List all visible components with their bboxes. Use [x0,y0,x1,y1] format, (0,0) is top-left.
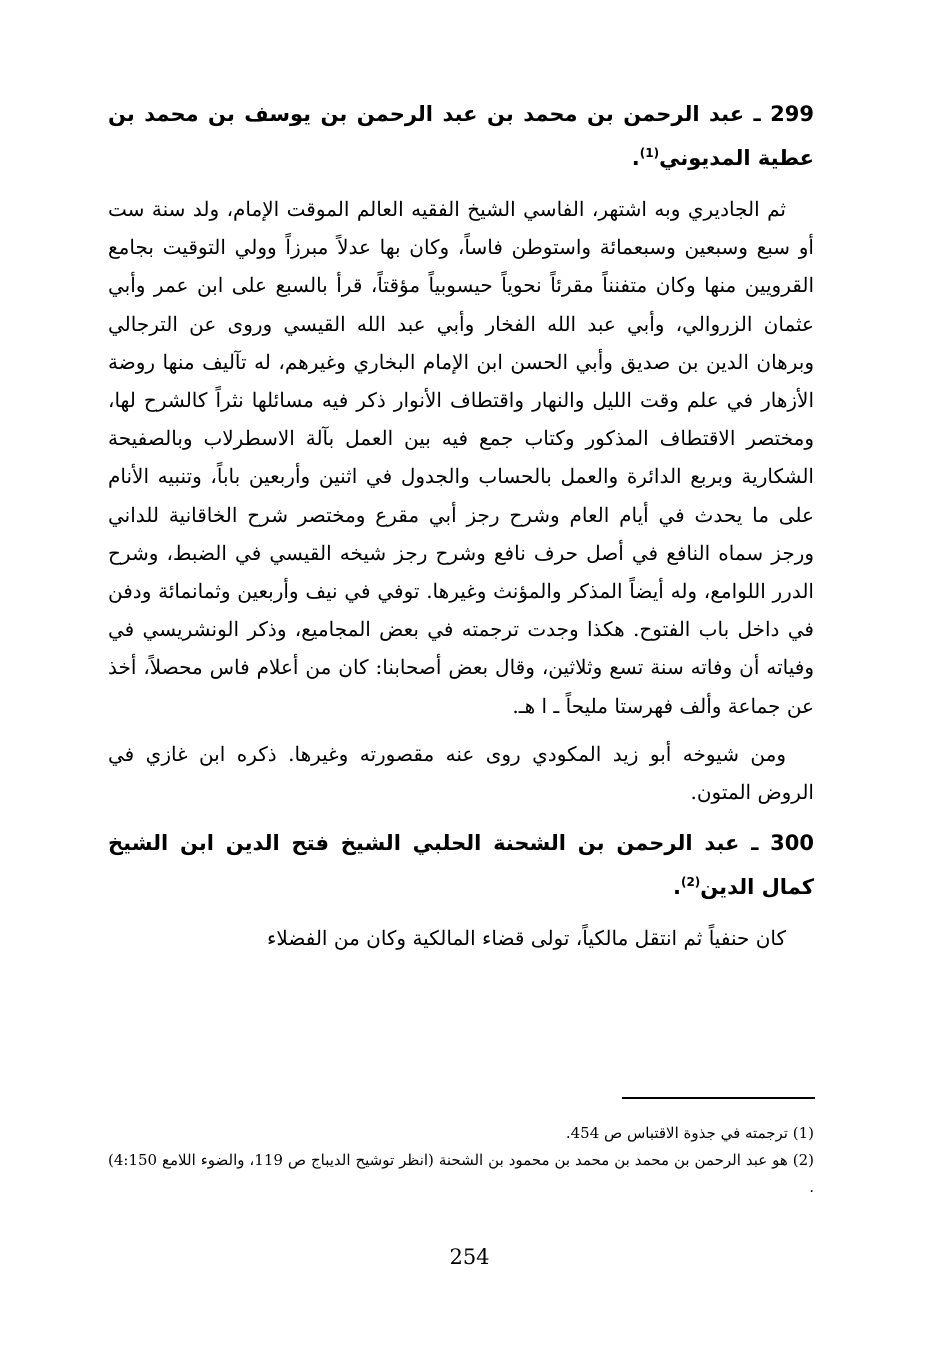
footnote-1: (1) ترجمته في جذوة الاقتباس ص 454. [565,1124,814,1142]
page-number: 254 [449,1245,490,1269]
entry-heading-text: 300 ـ عبد الرحمن بن الشحنة الحلبي الشيخ فتح الدين ابن الشيخ كمال الدين [108,831,814,900]
entry-299-paragraph-1: ثم الجاديري وبه اشتهر، الفاسي الشيخ الفقيه العالم الموقت الإمام، ولد سنة ست أو سبع وسبعين وسبعمائة واستوطن فاساً، وكان بها عدلاً مبرزاً وولي التوقيت بجامع القرويين منها وكان متفنناً مقرئاً نحوياً حيسوبياً مؤقتاً، قرأ بالسبع على ابن عمر وأبي عثمان الزروالي، وأبي عبد الله الفخار وأبي عبد الله القيسي وروى عن الترجالي وبرهان الدين بن صديق وأبي الحسن ابن الإمام البخاري وغيرهم، له تآليف منها روضة الأزهار في علم وقت الليل والنهار واقتطاف الأنوار ذكر فيه مسائلها نثراً كالشرح لها، ومختصر الاقتطاف المذكور وكتاب جمع فيه بين العمل بآلة الاسطرلاب وبالصفيحة الشكارية وبربع الدائرة والعمل بالحساب والجدول في اثنين وأربعين باباً، وتنبيه الأنام على ما يحدث في أيام العام وشرح رجز أبي مقرع ومختصر شرح الخاقانية للداني ورجز سماه النافع في أصل حرف نافع وشرح رجز شيخه القيسي في الضبط، وشرح الدرر اللوامع، وله أيضاً المذكر والمؤنث وغيرها. توفي في نيف وأربعين وثمانمائة ودفن في داخل باب الفتوح. هكذا وجدت ترجمته في بعض المجاميع، وذكر الونشريسي في وفياته أن وفاته سنة تسع وثلاثين، وقال بعض أصحابنا: كان من أعلام فاس محصلاً، أخذ عن جماعة وألف فهرستا مليحاً ـ ا هـ. [108,197,814,718]
entry-300-paragraph-1: كان حنفياً ثم انتقل مالكياً، تولى قضاء المالكية وكان من الفضلاء [267,926,786,951]
entry-heading-text: 299 ـ عبد الرحمن بن محمد بن عبد الرحمن بن يوسف بن محمد بن عطية المديوني [108,102,814,170]
entry-heading-300: 300 ـ عبد الرحمن بن الشحنة الحلبي الشيخ فتح الدين ابن الشيخ كمال الدين$^{(2)}$. [108,831,814,900]
entry-299-paragraph-2: ومن شيوخه أبو زيد المكودي روى عنه مقصورته وغيرها. ذكره ابن غازي في الروض المتون. [108,741,814,805]
entry-heading-299: 299 ـ عبد الرحمن بن محمد بن عبد الرحمن بن يوسف بن محمد بن عطية المديوني$^{(1)}$. [108,102,814,170]
footnotes [108,1120,814,1201]
footnote-2: (2) هو عبد الرحمن بن محمد بن محمد بن محمود بن الشحنة (انظر توشيح الديباج ص 119، والضوء اللامع 4:150) . [108,1151,814,1196]
footnote-divider [622,1097,815,1099]
page-body [108,92,814,967]
footnote-ref-2[interactable]: (2) [680,875,701,890]
footnote-ref-1[interactable]: (1) [639,146,660,160]
